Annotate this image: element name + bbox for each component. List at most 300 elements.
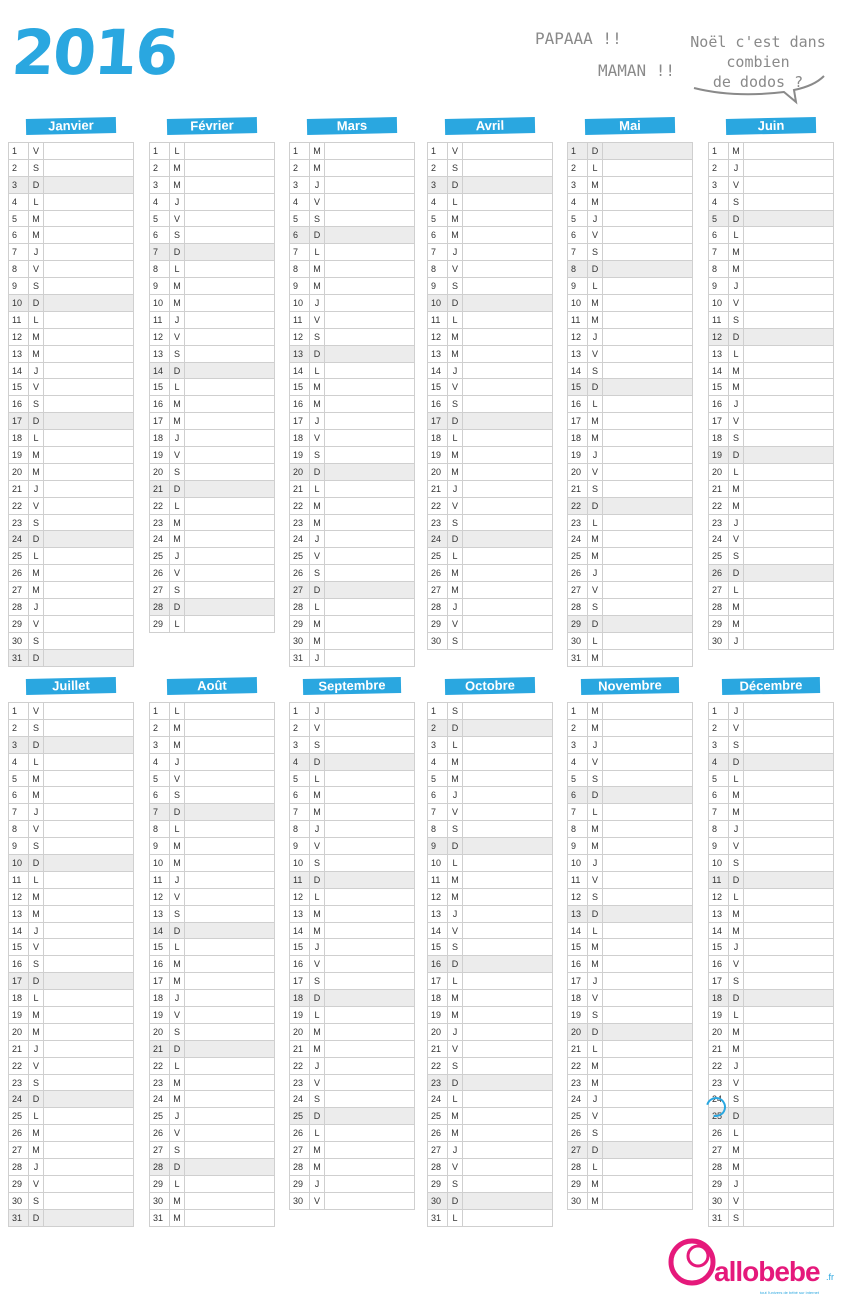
day-note-cell[interactable] xyxy=(463,312,552,328)
day-note-cell[interactable] xyxy=(603,973,692,989)
day-note-cell[interactable] xyxy=(325,956,414,972)
day-note-cell[interactable] xyxy=(44,1176,133,1192)
day-note-cell[interactable] xyxy=(603,515,692,531)
day-note-cell[interactable] xyxy=(603,278,692,294)
day-note-cell[interactable] xyxy=(463,990,552,1006)
day-note-cell[interactable] xyxy=(185,261,274,277)
day-note-cell[interactable] xyxy=(44,633,133,649)
day-note-cell[interactable] xyxy=(325,379,414,395)
day-note-cell[interactable] xyxy=(603,703,692,719)
day-note-cell[interactable] xyxy=(185,1125,274,1141)
day-note-cell[interactable] xyxy=(44,787,133,803)
day-note-cell[interactable] xyxy=(44,1125,133,1141)
day-note-cell[interactable] xyxy=(325,855,414,871)
day-note-cell[interactable] xyxy=(325,143,414,159)
day-note-cell[interactable] xyxy=(325,1024,414,1040)
day-note-cell[interactable] xyxy=(325,821,414,837)
day-note-cell[interactable] xyxy=(744,1108,833,1124)
day-note-cell[interactable] xyxy=(603,582,692,598)
day-note-cell[interactable] xyxy=(463,194,552,210)
day-note-cell[interactable] xyxy=(744,633,833,649)
day-note-cell[interactable] xyxy=(44,278,133,294)
day-note-cell[interactable] xyxy=(463,1041,552,1057)
day-note-cell[interactable] xyxy=(744,177,833,193)
day-note-cell[interactable] xyxy=(463,1108,552,1124)
day-note-cell[interactable] xyxy=(744,855,833,871)
day-note-cell[interactable] xyxy=(744,346,833,362)
day-note-cell[interactable] xyxy=(325,227,414,243)
day-note-cell[interactable] xyxy=(744,737,833,753)
day-note-cell[interactable] xyxy=(325,872,414,888)
day-note-cell[interactable] xyxy=(603,754,692,770)
day-note-cell[interactable] xyxy=(325,616,414,632)
day-note-cell[interactable] xyxy=(744,906,833,922)
day-note-cell[interactable] xyxy=(463,160,552,176)
day-note-cell[interactable] xyxy=(463,261,552,277)
day-note-cell[interactable] xyxy=(603,737,692,753)
day-note-cell[interactable] xyxy=(44,1058,133,1074)
day-note-cell[interactable] xyxy=(185,295,274,311)
day-note-cell[interactable] xyxy=(44,754,133,770)
day-note-cell[interactable] xyxy=(44,379,133,395)
day-note-cell[interactable] xyxy=(744,889,833,905)
day-note-cell[interactable] xyxy=(44,737,133,753)
day-note-cell[interactable] xyxy=(744,244,833,260)
day-note-cell[interactable] xyxy=(185,430,274,446)
day-note-cell[interactable] xyxy=(185,582,274,598)
day-note-cell[interactable] xyxy=(463,703,552,719)
day-note-cell[interactable] xyxy=(744,1075,833,1091)
day-note-cell[interactable] xyxy=(744,295,833,311)
day-note-cell[interactable] xyxy=(744,481,833,497)
day-note-cell[interactable] xyxy=(603,464,692,480)
day-note-cell[interactable] xyxy=(744,143,833,159)
day-note-cell[interactable] xyxy=(325,413,414,429)
day-note-cell[interactable] xyxy=(325,889,414,905)
day-note-cell[interactable] xyxy=(603,565,692,581)
day-note-cell[interactable] xyxy=(744,599,833,615)
day-note-cell[interactable] xyxy=(744,464,833,480)
day-note-cell[interactable] xyxy=(744,160,833,176)
day-note-cell[interactable] xyxy=(185,1193,274,1209)
day-note-cell[interactable] xyxy=(463,531,552,547)
day-note-cell[interactable] xyxy=(325,1108,414,1124)
day-note-cell[interactable] xyxy=(185,244,274,260)
day-note-cell[interactable] xyxy=(744,565,833,581)
day-note-cell[interactable] xyxy=(185,821,274,837)
day-note-cell[interactable] xyxy=(744,720,833,736)
day-note-cell[interactable] xyxy=(463,1159,552,1175)
day-note-cell[interactable] xyxy=(185,413,274,429)
day-note-cell[interactable] xyxy=(185,1075,274,1091)
day-note-cell[interactable] xyxy=(463,1058,552,1074)
day-note-cell[interactable] xyxy=(603,447,692,463)
day-note-cell[interactable] xyxy=(44,160,133,176)
day-note-cell[interactable] xyxy=(325,990,414,1006)
day-note-cell[interactable] xyxy=(185,990,274,1006)
day-note-cell[interactable] xyxy=(603,1193,692,1209)
day-note-cell[interactable] xyxy=(744,990,833,1006)
day-note-cell[interactable] xyxy=(603,1176,692,1192)
day-note-cell[interactable] xyxy=(325,720,414,736)
day-note-cell[interactable] xyxy=(463,1007,552,1023)
day-note-cell[interactable] xyxy=(744,1193,833,1209)
day-note-cell[interactable] xyxy=(325,771,414,787)
day-note-cell[interactable] xyxy=(325,1007,414,1023)
day-note-cell[interactable] xyxy=(603,771,692,787)
day-note-cell[interactable] xyxy=(603,160,692,176)
day-note-cell[interactable] xyxy=(44,650,133,666)
day-note-cell[interactable] xyxy=(603,363,692,379)
day-note-cell[interactable] xyxy=(185,447,274,463)
day-note-cell[interactable] xyxy=(44,515,133,531)
day-note-cell[interactable] xyxy=(44,1142,133,1158)
day-note-cell[interactable] xyxy=(603,413,692,429)
day-note-cell[interactable] xyxy=(325,430,414,446)
day-note-cell[interactable] xyxy=(325,498,414,514)
day-note-cell[interactable] xyxy=(463,498,552,514)
day-note-cell[interactable] xyxy=(325,211,414,227)
day-note-cell[interactable] xyxy=(603,548,692,564)
day-note-cell[interactable] xyxy=(325,939,414,955)
day-note-cell[interactable] xyxy=(44,1024,133,1040)
day-note-cell[interactable] xyxy=(44,1210,133,1226)
day-note-cell[interactable] xyxy=(603,1142,692,1158)
day-note-cell[interactable] xyxy=(744,396,833,412)
day-note-cell[interactable] xyxy=(44,447,133,463)
day-note-cell[interactable] xyxy=(185,1108,274,1124)
day-note-cell[interactable] xyxy=(463,923,552,939)
day-note-cell[interactable] xyxy=(744,515,833,531)
day-note-cell[interactable] xyxy=(463,1193,552,1209)
day-note-cell[interactable] xyxy=(463,379,552,395)
day-note-cell[interactable] xyxy=(44,548,133,564)
day-note-cell[interactable] xyxy=(44,464,133,480)
day-note-cell[interactable] xyxy=(603,787,692,803)
day-note-cell[interactable] xyxy=(463,754,552,770)
day-note-cell[interactable] xyxy=(44,616,133,632)
day-note-cell[interactable] xyxy=(603,855,692,871)
day-note-cell[interactable] xyxy=(744,1007,833,1023)
day-note-cell[interactable] xyxy=(603,244,692,260)
day-note-cell[interactable] xyxy=(744,804,833,820)
day-note-cell[interactable] xyxy=(44,1193,133,1209)
day-note-cell[interactable] xyxy=(44,939,133,955)
day-note-cell[interactable] xyxy=(325,261,414,277)
day-note-cell[interactable] xyxy=(44,329,133,345)
day-note-cell[interactable] xyxy=(325,1058,414,1074)
day-note-cell[interactable] xyxy=(603,939,692,955)
day-note-cell[interactable] xyxy=(185,531,274,547)
day-note-cell[interactable] xyxy=(44,720,133,736)
day-note-cell[interactable] xyxy=(603,1159,692,1175)
day-note-cell[interactable] xyxy=(185,160,274,176)
day-note-cell[interactable] xyxy=(744,1142,833,1158)
day-note-cell[interactable] xyxy=(185,1159,274,1175)
day-note-cell[interactable] xyxy=(325,194,414,210)
day-note-cell[interactable] xyxy=(44,703,133,719)
day-note-cell[interactable] xyxy=(463,396,552,412)
day-note-cell[interactable] xyxy=(603,177,692,193)
day-note-cell[interactable] xyxy=(44,481,133,497)
day-note-cell[interactable] xyxy=(325,515,414,531)
day-note-cell[interactable] xyxy=(463,481,552,497)
day-note-cell[interactable] xyxy=(603,889,692,905)
day-note-cell[interactable] xyxy=(185,1058,274,1074)
day-note-cell[interactable] xyxy=(603,481,692,497)
day-note-cell[interactable] xyxy=(744,194,833,210)
day-note-cell[interactable] xyxy=(603,838,692,854)
day-note-cell[interactable] xyxy=(325,804,414,820)
day-note-cell[interactable] xyxy=(603,143,692,159)
day-note-cell[interactable] xyxy=(463,906,552,922)
day-note-cell[interactable] xyxy=(44,838,133,854)
day-note-cell[interactable] xyxy=(325,1159,414,1175)
day-note-cell[interactable] xyxy=(603,956,692,972)
day-note-cell[interactable] xyxy=(325,447,414,463)
day-note-cell[interactable] xyxy=(44,565,133,581)
day-note-cell[interactable] xyxy=(463,855,552,871)
day-note-cell[interactable] xyxy=(603,1091,692,1107)
day-note-cell[interactable] xyxy=(603,227,692,243)
day-note-cell[interactable] xyxy=(44,1091,133,1107)
day-note-cell[interactable] xyxy=(744,430,833,446)
day-note-cell[interactable] xyxy=(44,855,133,871)
day-note-cell[interactable] xyxy=(603,261,692,277)
day-note-cell[interactable] xyxy=(44,430,133,446)
day-note-cell[interactable] xyxy=(44,312,133,328)
day-note-cell[interactable] xyxy=(744,703,833,719)
day-note-cell[interactable] xyxy=(325,1193,414,1209)
day-note-cell[interactable] xyxy=(325,531,414,547)
day-note-cell[interactable] xyxy=(185,143,274,159)
day-note-cell[interactable] xyxy=(325,703,414,719)
day-note-cell[interactable] xyxy=(603,1024,692,1040)
day-note-cell[interactable] xyxy=(463,889,552,905)
day-note-cell[interactable] xyxy=(744,498,833,514)
day-note-cell[interactable] xyxy=(744,278,833,294)
day-note-cell[interactable] xyxy=(744,413,833,429)
day-note-cell[interactable] xyxy=(325,1125,414,1141)
day-note-cell[interactable] xyxy=(185,720,274,736)
day-note-cell[interactable] xyxy=(325,906,414,922)
day-note-cell[interactable] xyxy=(44,599,133,615)
day-note-cell[interactable] xyxy=(185,923,274,939)
day-note-cell[interactable] xyxy=(744,1024,833,1040)
day-note-cell[interactable] xyxy=(463,413,552,429)
day-note-cell[interactable] xyxy=(463,1075,552,1091)
day-note-cell[interactable] xyxy=(185,227,274,243)
day-note-cell[interactable] xyxy=(325,160,414,176)
day-note-cell[interactable] xyxy=(463,1125,552,1141)
day-note-cell[interactable] xyxy=(44,1075,133,1091)
day-note-cell[interactable] xyxy=(603,211,692,227)
day-note-cell[interactable] xyxy=(185,1007,274,1023)
day-note-cell[interactable] xyxy=(325,565,414,581)
day-note-cell[interactable] xyxy=(185,855,274,871)
day-note-cell[interactable] xyxy=(325,1041,414,1057)
day-note-cell[interactable] xyxy=(603,872,692,888)
day-note-cell[interactable] xyxy=(603,346,692,362)
day-note-cell[interactable] xyxy=(603,804,692,820)
day-note-cell[interactable] xyxy=(463,956,552,972)
day-note-cell[interactable] xyxy=(463,973,552,989)
day-note-cell[interactable] xyxy=(603,906,692,922)
day-note-cell[interactable] xyxy=(44,1041,133,1057)
day-note-cell[interactable] xyxy=(603,616,692,632)
day-note-cell[interactable] xyxy=(463,346,552,362)
day-note-cell[interactable] xyxy=(185,599,274,615)
day-note-cell[interactable] xyxy=(325,838,414,854)
day-note-cell[interactable] xyxy=(744,582,833,598)
day-note-cell[interactable] xyxy=(325,599,414,615)
day-note-cell[interactable] xyxy=(463,838,552,854)
day-note-cell[interactable] xyxy=(744,821,833,837)
day-note-cell[interactable] xyxy=(463,1024,552,1040)
day-note-cell[interactable] xyxy=(744,1176,833,1192)
day-note-cell[interactable] xyxy=(44,244,133,260)
day-note-cell[interactable] xyxy=(463,1210,552,1226)
day-note-cell[interactable] xyxy=(463,295,552,311)
day-note-cell[interactable] xyxy=(325,363,414,379)
day-note-cell[interactable] xyxy=(185,498,274,514)
day-note-cell[interactable] xyxy=(44,1007,133,1023)
day-note-cell[interactable] xyxy=(44,211,133,227)
day-note-cell[interactable] xyxy=(185,787,274,803)
day-note-cell[interactable] xyxy=(44,1108,133,1124)
day-note-cell[interactable] xyxy=(325,737,414,753)
day-note-cell[interactable] xyxy=(603,430,692,446)
day-note-cell[interactable] xyxy=(185,737,274,753)
day-note-cell[interactable] xyxy=(603,1125,692,1141)
day-note-cell[interactable] xyxy=(185,278,274,294)
day-note-cell[interactable] xyxy=(185,703,274,719)
day-note-cell[interactable] xyxy=(185,363,274,379)
day-note-cell[interactable] xyxy=(603,1108,692,1124)
day-note-cell[interactable] xyxy=(185,1142,274,1158)
day-note-cell[interactable] xyxy=(185,1091,274,1107)
day-note-cell[interactable] xyxy=(463,582,552,598)
day-note-cell[interactable] xyxy=(463,1091,552,1107)
day-note-cell[interactable] xyxy=(463,244,552,260)
day-note-cell[interactable] xyxy=(185,346,274,362)
day-note-cell[interactable] xyxy=(744,211,833,227)
day-note-cell[interactable] xyxy=(463,211,552,227)
day-note-cell[interactable] xyxy=(325,329,414,345)
day-note-cell[interactable] xyxy=(185,312,274,328)
day-note-cell[interactable] xyxy=(744,939,833,955)
day-note-cell[interactable] xyxy=(463,515,552,531)
day-note-cell[interactable] xyxy=(325,481,414,497)
day-note-cell[interactable] xyxy=(744,548,833,564)
day-note-cell[interactable] xyxy=(463,787,552,803)
day-note-cell[interactable] xyxy=(325,633,414,649)
day-note-cell[interactable] xyxy=(185,804,274,820)
day-note-cell[interactable] xyxy=(325,346,414,362)
day-note-cell[interactable] xyxy=(44,872,133,888)
day-note-cell[interactable] xyxy=(44,194,133,210)
day-note-cell[interactable] xyxy=(744,329,833,345)
day-note-cell[interactable] xyxy=(185,616,274,632)
day-note-cell[interactable] xyxy=(463,447,552,463)
day-note-cell[interactable] xyxy=(44,531,133,547)
day-note-cell[interactable] xyxy=(463,821,552,837)
day-note-cell[interactable] xyxy=(185,872,274,888)
day-note-cell[interactable] xyxy=(463,177,552,193)
day-note-cell[interactable] xyxy=(325,650,414,666)
day-note-cell[interactable] xyxy=(463,1176,552,1192)
day-note-cell[interactable] xyxy=(603,720,692,736)
day-note-cell[interactable] xyxy=(185,889,274,905)
day-note-cell[interactable] xyxy=(463,464,552,480)
day-note-cell[interactable] xyxy=(325,582,414,598)
day-note-cell[interactable] xyxy=(744,923,833,939)
day-note-cell[interactable] xyxy=(463,363,552,379)
day-note-cell[interactable] xyxy=(185,565,274,581)
day-note-cell[interactable] xyxy=(325,278,414,294)
day-note-cell[interactable] xyxy=(603,194,692,210)
day-note-cell[interactable] xyxy=(44,261,133,277)
day-note-cell[interactable] xyxy=(185,939,274,955)
day-note-cell[interactable] xyxy=(185,1041,274,1057)
day-note-cell[interactable] xyxy=(44,1159,133,1175)
day-note-cell[interactable] xyxy=(325,923,414,939)
day-note-cell[interactable] xyxy=(44,143,133,159)
day-note-cell[interactable] xyxy=(744,973,833,989)
day-note-cell[interactable] xyxy=(185,379,274,395)
day-note-cell[interactable] xyxy=(44,295,133,311)
day-note-cell[interactable] xyxy=(603,650,692,666)
day-note-cell[interactable] xyxy=(463,565,552,581)
day-note-cell[interactable] xyxy=(185,481,274,497)
day-note-cell[interactable] xyxy=(44,973,133,989)
day-note-cell[interactable] xyxy=(744,771,833,787)
day-note-cell[interactable] xyxy=(185,548,274,564)
day-note-cell[interactable] xyxy=(744,447,833,463)
day-note-cell[interactable] xyxy=(325,1142,414,1158)
day-note-cell[interactable] xyxy=(463,720,552,736)
day-note-cell[interactable] xyxy=(463,616,552,632)
day-note-cell[interactable] xyxy=(603,531,692,547)
day-note-cell[interactable] xyxy=(603,821,692,837)
day-note-cell[interactable] xyxy=(744,1210,833,1226)
day-note-cell[interactable] xyxy=(185,754,274,770)
day-note-cell[interactable] xyxy=(185,1024,274,1040)
day-note-cell[interactable] xyxy=(603,990,692,1006)
day-note-cell[interactable] xyxy=(744,787,833,803)
day-note-cell[interactable] xyxy=(185,956,274,972)
day-note-cell[interactable] xyxy=(744,1058,833,1074)
day-note-cell[interactable] xyxy=(603,396,692,412)
day-note-cell[interactable] xyxy=(325,1091,414,1107)
day-note-cell[interactable] xyxy=(744,956,833,972)
day-note-cell[interactable] xyxy=(185,838,274,854)
day-note-cell[interactable] xyxy=(463,1142,552,1158)
day-note-cell[interactable] xyxy=(744,531,833,547)
day-note-cell[interactable] xyxy=(603,1058,692,1074)
day-note-cell[interactable] xyxy=(744,379,833,395)
day-note-cell[interactable] xyxy=(185,194,274,210)
day-note-cell[interactable] xyxy=(44,956,133,972)
day-note-cell[interactable] xyxy=(744,754,833,770)
day-note-cell[interactable] xyxy=(744,616,833,632)
day-note-cell[interactable] xyxy=(325,396,414,412)
day-note-cell[interactable] xyxy=(744,1125,833,1141)
day-note-cell[interactable] xyxy=(463,329,552,345)
day-note-cell[interactable] xyxy=(463,872,552,888)
day-note-cell[interactable] xyxy=(44,906,133,922)
day-note-cell[interactable] xyxy=(325,973,414,989)
